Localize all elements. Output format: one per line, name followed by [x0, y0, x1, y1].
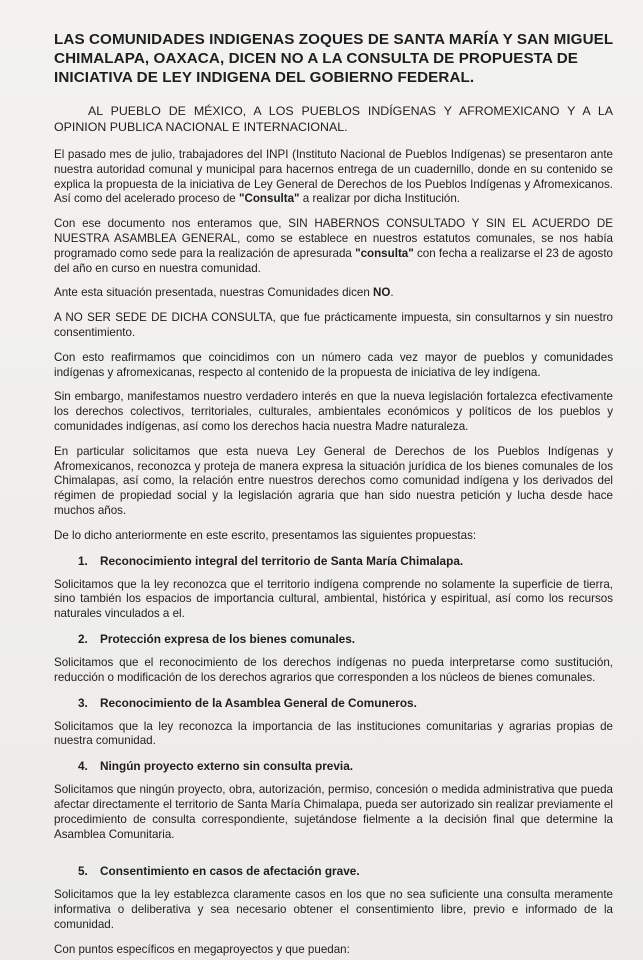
document-title: LAS COMUNIDADES INDIGENAS ZOQUES DE SANTA MARÍA Y SAN MIGUEL CHIMALAPA, OAXACA, DICEN NO A LA CONSULTA DE PROPUESTA DE INICIATIVA DE LEY INDIGENA DEL GOBIERNO FEDERAL. — [54, 31, 613, 86]
closing-line: Con puntos específicos en megaproyectos y que puedan: — [54, 942, 350, 956]
proposal-heading-3: 3. Reconocimiento de la Asamblea General de Comuneros. — [78, 695, 417, 710]
proposal-text-1: Solicitamos que la ley reconozca que el territorio indígena comprende no solamente la superficie de tierra, sino también los espacios de importancia cultural, ambiental, histórica y espiritual, así como los recursos naturales vinculados a el. — [54, 577, 613, 621]
paragraph-7: En particular solicitamos que esta nueva Ley General de Derechos de los Pueblos Indígenas y Afromexicanos, reconozca y proteja de manera expresa la situación jurídica de los bienes comunales de los Chimalapas, así como, la relación entre nuestros derechos como comunidad indígena y los derivados del régimen de propiedad social y la legislación agraria que han sido nuestra petición y lucha desde hace muchos años. — [54, 444, 613, 517]
paragraph-3: Ante esta situación presentada, nuestras Comunidades dicen NO. — [54, 286, 394, 300]
proposal-text-3: Solicitamos que la ley reconozca la importancia de las instituciones comunitarias y agrarias propias de nuestra comunidad. — [54, 719, 613, 748]
proposal-text-2: Solicitamos que el reconocimiento de los derechos indígenas no pueda interpretarse como sustitución, reducción o modificación de los derechos agrarios que corresponden a los núcleos de bienes comunales. — [54, 655, 613, 684]
proposal-heading-2: 2. Protección expresa de los bienes comunales. — [78, 631, 356, 646]
paragraph-8: De lo dicho anteriormente en este escrito, presentamos las siguientes propuestas: — [54, 528, 477, 542]
proposal-heading-5: 5. Consentimiento en casos de afectación grave. — [78, 864, 360, 879]
proposal-text-5: Solicitamos que la ley establezca claramente casos en los que no sea suficiente una consulta meramente informativa o deliberativa y sea necesario obtener el consentimiento libre, previo e informado de la comunidad. — [54, 888, 613, 931]
paragraph-5: Con esto reafirmamos que coincidimos con un número cada vez mayor de pueblos y comunidades indígenas y afromexicanas, respecto al contenido de la propuesta de iniciativa de ley indígena. — [54, 350, 613, 379]
paragraph-2: Con ese documento nos enteramos que, SIN HABERNOS CONSULTADO Y SIN EL ACUERDO DE NUESTRA ASAMBLEA GENERAL, como se establece en nuestros estatutos comunales, se nos había programado como sede para la realización de apresurada "consulta" con fecha a realizarse el 23 de agosto del año en curso en nuestra comunidad. — [54, 217, 613, 275]
paragraph-6: Sin embargo, manifestamos nuestro verdadero interés en que la nueva legislación fortalezca efectivamente los derechos colectivos, territoriales, culturales, ambientales económicos y políticos de los pueblos y comunidades indígenas, así como los derechos hacia nuestra Madre naturaleza. — [54, 390, 613, 433]
paragraph-4: A NO SER SEDE DE DICHA CONSULTA, que fue prácticamente impuesta, sin consultarnos y sin nuestro consentimiento. — [54, 311, 613, 339]
paragraph-1: El pasado mes de julio, trabajadores del INPI (Instituto Nacional de Pueblos Indígenas) se presentaron ante nuestra autoridad comunal y municipal para hacernos entrega de un cuadernillo, donde en su contenido se explica la propuesta de la iniciativa de Ley General de Derechos de los Pueblos Indígenas y Afromexicanos. Así como del acelerado proceso de "Consulta" a realizar por dicha Institución. — [54, 148, 613, 206]
proposal-text-4: Solicitamos que ningún proyecto, obra, autorización, permiso, concesión o medida administrativa que pueda afectar directamente el territorio de Santa María Chimalapa, pueda ser autorizado sin realizar previamente el procedimiento de consulta correspondiente, sujetándose fielmente a la decisión final que determine la Asamblea Comunitaria. — [54, 783, 613, 841]
proposal-heading-1: 1. Reconocimiento integral del territorio de Santa María Chimalapa. — [78, 553, 464, 568]
salutation: AL PUEBLO DE MÉXICO, A LOS PUEBLOS INDÍGENAS Y AFROMEXICANO Y A LA OPINION PUBLICA NACIONAL E INTERNACIONAL. — [54, 104, 613, 134]
proposal-heading-4: 4. Ningún proyecto externo sin consulta previa. — [78, 759, 354, 774]
